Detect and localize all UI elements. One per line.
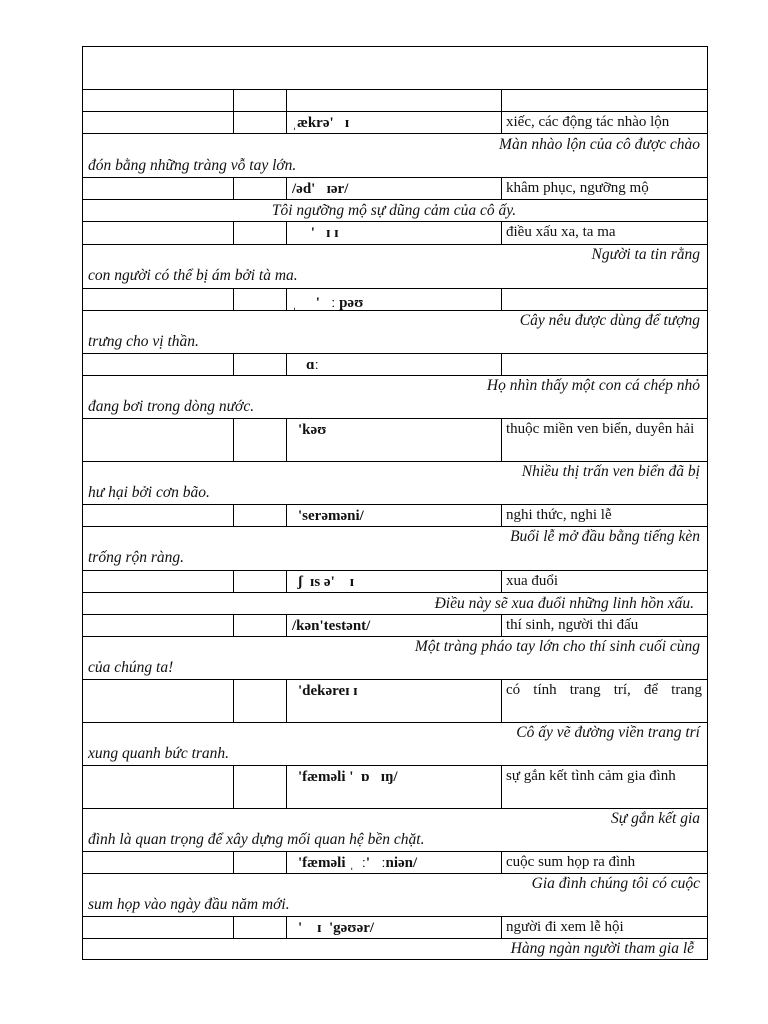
example-sentence: Điều này sẽ xua đuổi những linh hồn xấu. xyxy=(434,595,694,612)
example-sentence: Màn nhào lộn của cô được chào đón bằng những tràng vỗ tay lớn. xyxy=(88,136,700,174)
table-row xyxy=(82,111,708,133)
pronunciation: ˌ ' ː pəʊ xyxy=(292,295,364,311)
meaning: nghi thức, nghi lễ xyxy=(506,507,612,523)
table-row xyxy=(82,570,708,592)
example-sentence: Gia đình chúng tôi có cuộc sum họp vào ngày đầu năm mới. xyxy=(88,875,700,913)
meaning: điều xấu xa, ta ma xyxy=(506,224,616,240)
meaning: thí sinh, người thi đấu xyxy=(506,617,639,633)
table-row xyxy=(82,679,708,722)
meaning: người đi xem lễ hội xyxy=(506,919,624,935)
meaning: thuộc miền ven biển, duyên hải xyxy=(506,421,695,437)
example-sentence: Buổi lễ mở đầu bằng tiếng kèn trống rộn ràng. xyxy=(88,528,700,566)
table-row xyxy=(82,288,708,310)
table-row xyxy=(82,353,708,375)
pronunciation: /əd' ɪər/ xyxy=(292,181,349,197)
table-row xyxy=(82,177,708,199)
meaning: xiếc, các động tác nhào lộn xyxy=(506,114,670,130)
example-sentence: Cây nêu được dùng để tượng trưng cho vị thần. xyxy=(88,312,700,350)
example-sentence: Tôi ngưỡng mộ sự dũng cảm của cô ấy. xyxy=(271,202,517,219)
pronunciation: 'fæməli ˌ ː' ːniən/ xyxy=(298,855,418,871)
meaning: có tính trang trí, để trang xyxy=(506,682,702,698)
example-sentence: Sự gắn kết gia đình là quan trọng để xây dựng mối quan hệ bền chặt. xyxy=(88,810,700,848)
table-row xyxy=(82,765,708,808)
pronunciation: ' ɪ ɪ xyxy=(292,225,339,241)
example-sentence: Họ nhìn thấy một con cá chép nhỏ đang bơi trong dòng nước. xyxy=(88,377,700,415)
pronunciation: 'serəməni/ xyxy=(298,508,364,524)
pronunciation: ʃ ɪs ə' ɪ xyxy=(298,574,355,590)
pronunciation: ' ɪ 'gəʊər/ xyxy=(298,920,375,936)
example-sentence: Cô ấy vẽ đường viền trang trí xung quanh bức tranh. xyxy=(88,724,700,762)
meaning: cuộc sum họp ra đình xyxy=(506,854,636,870)
example-sentence: Hàng ngàn người tham gia lễ xyxy=(510,940,694,957)
pronunciation: 'kəʊ xyxy=(298,422,327,438)
meaning: sự gắn kết tình cảm gia đình xyxy=(506,768,676,784)
pronunciation: ˌækrə' ɪ xyxy=(292,115,350,131)
table-row xyxy=(82,614,708,636)
table-row xyxy=(82,504,708,526)
example-sentence: Nhiều thị trấn ven biển đã bị hư hại bởi cơn bão. xyxy=(88,463,700,501)
meaning: khâm phục, ngưỡng mộ xyxy=(506,180,649,196)
example-sentence: Người ta tin rằng con người có thể bị ám bởi tà ma. xyxy=(88,246,700,284)
table-row xyxy=(82,418,708,461)
pronunciation: 'fæməli ' ɒ ɪŋ/ xyxy=(298,769,398,785)
pronunciation: /kən'testənt/ xyxy=(292,618,371,634)
example-sentence: Một tràng pháo tay lớn cho thí sinh cuối cùng của chúng ta! xyxy=(88,638,700,676)
table-row xyxy=(82,916,708,938)
meaning: xua đuổi xyxy=(506,573,559,589)
table-row xyxy=(82,851,708,873)
pronunciation: ɑː xyxy=(306,357,319,373)
pronunciation: 'dekəreɪ ɪ xyxy=(298,683,358,699)
table-row xyxy=(82,221,708,244)
